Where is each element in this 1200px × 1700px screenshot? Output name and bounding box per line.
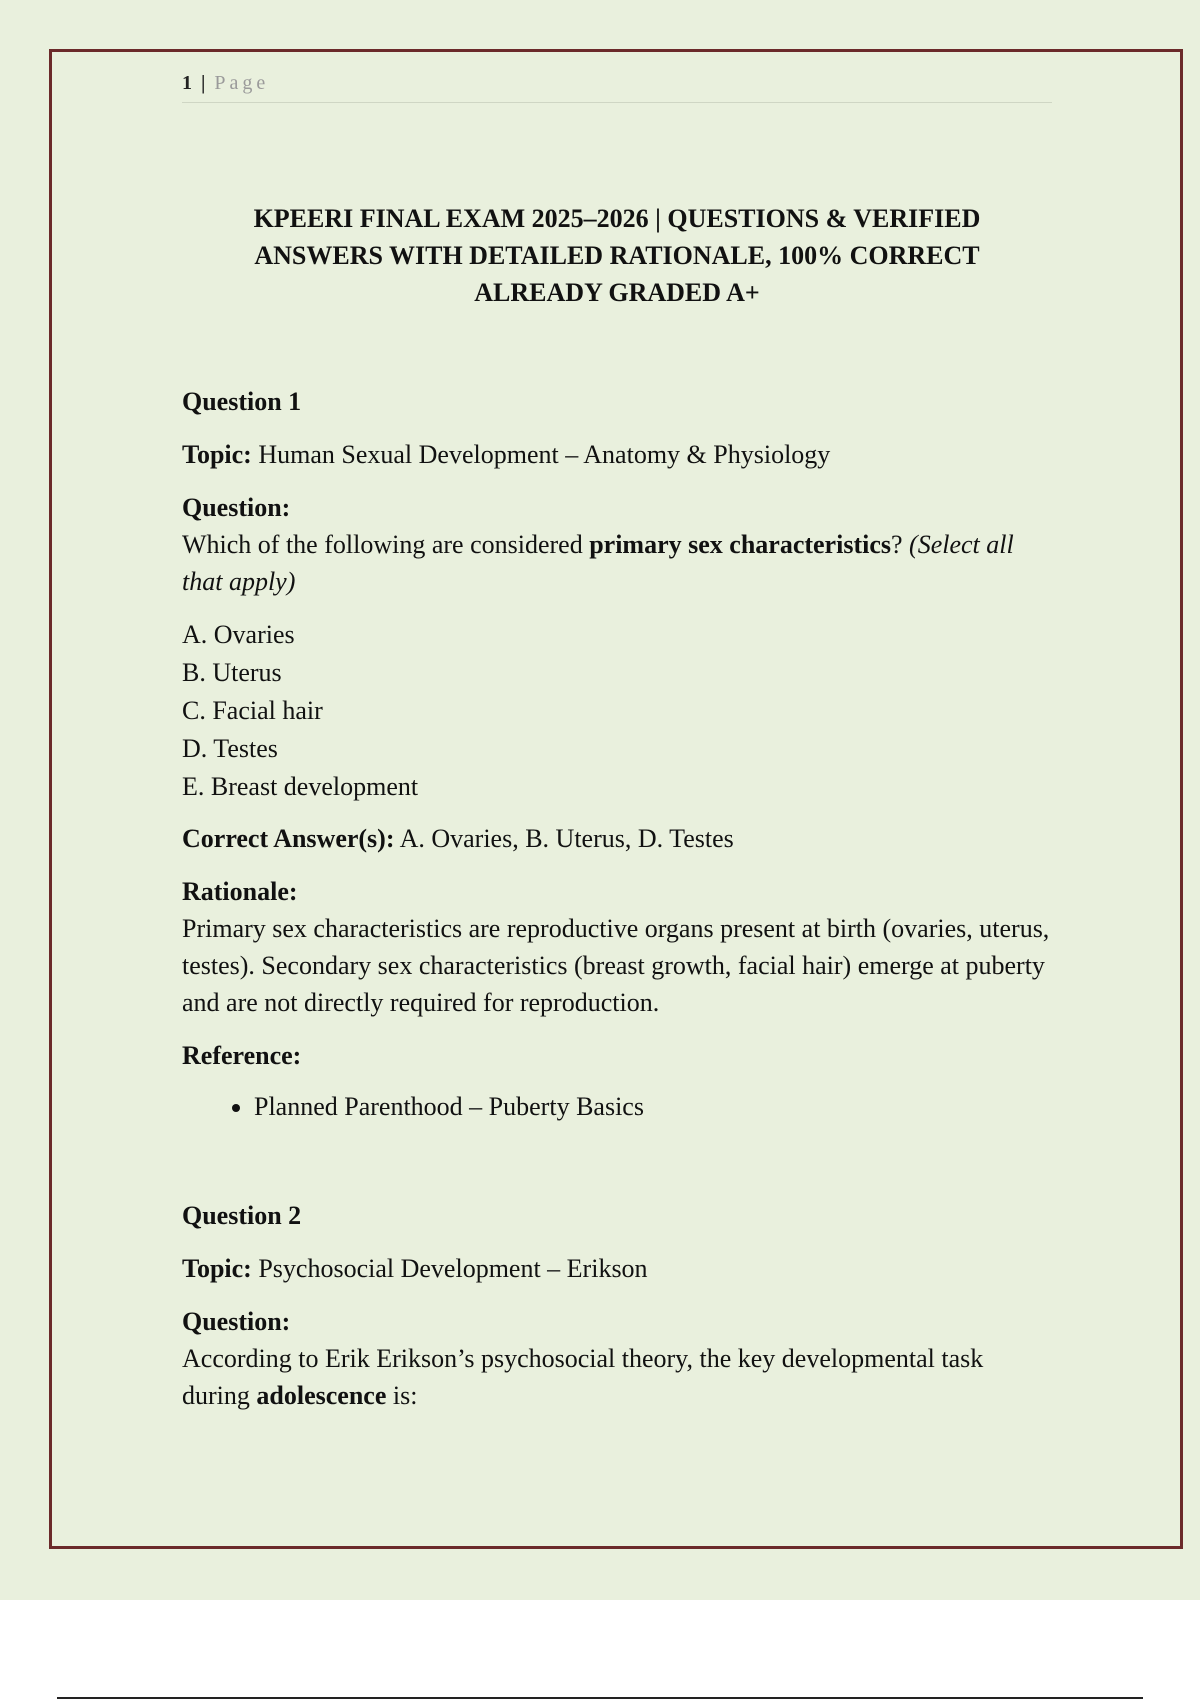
question-text-pre: According to Erik Erikson’s psychosocial theory, the key developmental task during [182,1344,984,1410]
page-label: Page [214,72,270,94]
question-text-bold: primary sex characteristics [589,530,891,559]
topic-label: Topic: [182,1254,252,1283]
question-label: Question: [182,493,291,522]
reference-list [182,1088,1052,1125]
document-body [182,200,1052,1414]
question-text-post: is: [386,1381,418,1410]
question-label: Question: [182,1307,291,1336]
question-text [182,1340,1052,1414]
question-heading: Question 2 [182,1201,302,1230]
rationale-text: Primary sex characteristics are reproductive organs present at birth (ovaries, uterus, testes). Secondary sex characteristics (breast growth, facial hair) emerge at puberty and are not directly required for reproduction. [182,914,1050,1017]
option-c: C. Facial hair [182,696,323,725]
rationale-label: Rationale: [182,877,298,906]
document-title: KPEERI FINAL EXAM 2025–2026 | QUESTIONS & VERIFIED ANSWERS WITH DETAILED RATIONALE, 100% CORRECT ALREADY GRADED A+ [253,204,981,307]
option-b: B. Uterus [182,658,282,687]
option-d: D. Testes [182,734,278,763]
topic-label: Topic: [182,440,252,469]
option-e: E. Breast development [182,772,419,801]
topic-text: Psychosocial Development – Erikson [251,1254,648,1283]
question-text-italic: (Select all that apply) [182,530,1014,596]
question-heading: Question 1 [182,387,302,416]
question-2 [182,1197,1052,1414]
topic-line [182,436,1052,473]
correct-answer-label: Correct Answer(s): [182,824,395,853]
answer-options [182,616,1052,806]
correct-answer-line [182,820,1052,857]
topic-text: Human Sexual Development – Anatomy & Physiology [251,440,831,469]
question-text-pre: Which of the following are considered [182,530,590,559]
correct-answer-text: A. Ovaries, B. Uterus, D. Testes [394,824,734,853]
reference-label: Reference: [182,1041,302,1070]
header-separator: | [201,72,206,94]
question-text [182,526,1052,600]
page-header [182,72,1052,103]
question-text-post: ? [890,530,910,559]
reference-item: • Planned Parenthood – Puberty Basics [254,1088,1052,1125]
option-a: A. Ovaries [182,620,295,649]
bottom-divider [57,1697,1143,1699]
question-text-bold: adolescence [256,1381,387,1410]
question-1 [182,383,1052,1125]
page-number: 1 [182,72,192,94]
topic-line [182,1250,1052,1287]
